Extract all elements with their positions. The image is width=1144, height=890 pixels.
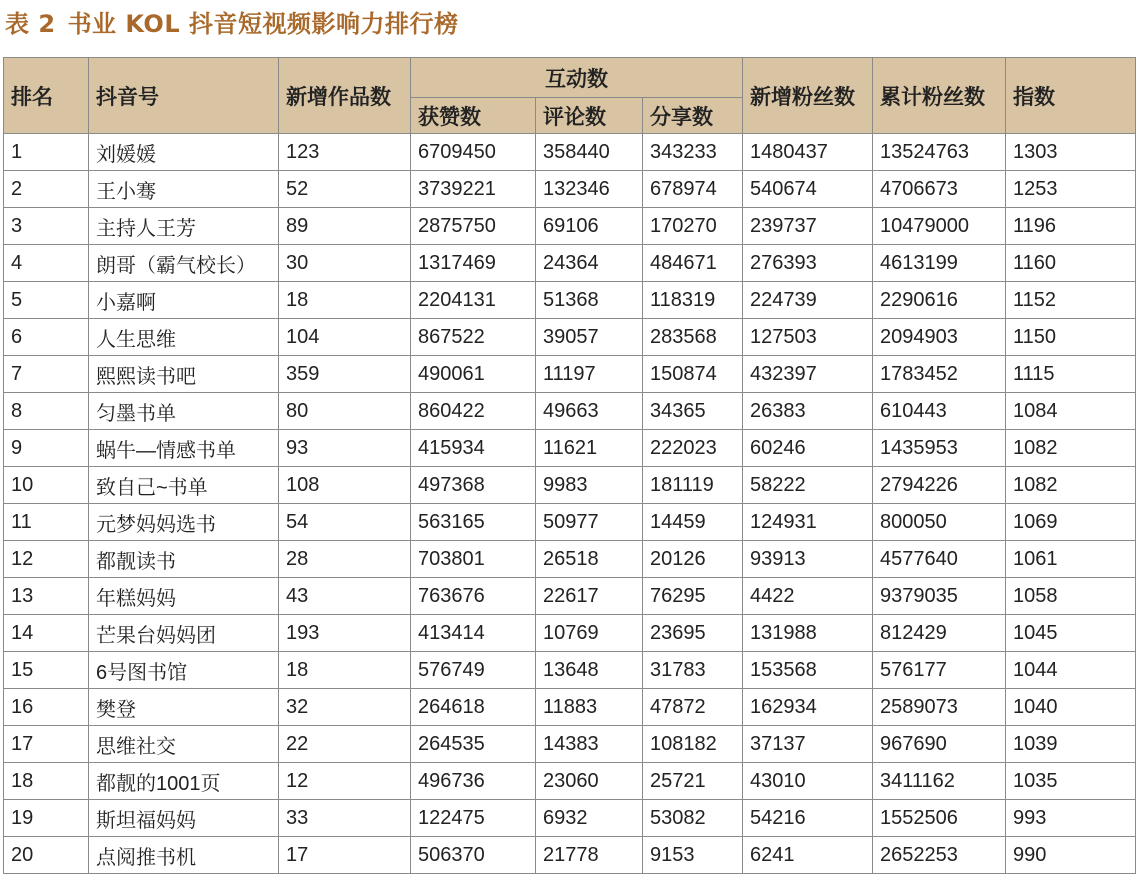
cell-rank: 8: [4, 393, 89, 430]
cell-new-fans: 26383: [743, 393, 873, 430]
cell-new-fans: 540674: [743, 171, 873, 208]
cell-index: 1115: [1006, 356, 1136, 393]
cell-shares: 170270: [643, 208, 743, 245]
cell-new-fans: 1480437: [743, 134, 873, 171]
cell-new-fans: 124931: [743, 504, 873, 541]
header-index: 指数: [1006, 58, 1136, 134]
cell-new-works: 43: [279, 578, 411, 615]
cell-shares: 53082: [643, 800, 743, 837]
table-row: [4, 800, 1136, 837]
table-row: [4, 578, 1136, 615]
cell-shares: 118319: [643, 282, 743, 319]
cell-rank: 16: [4, 689, 89, 726]
cell-new-works: 18: [279, 652, 411, 689]
cell-comments: 39057: [536, 319, 643, 356]
cell-rank: 5: [4, 282, 89, 319]
cell-new-works: 22: [279, 726, 411, 763]
cell-new-fans: 127503: [743, 319, 873, 356]
cell-index: 1058: [1006, 578, 1136, 615]
cell-index: 1039: [1006, 726, 1136, 763]
cell-new-fans: 432397: [743, 356, 873, 393]
cell-new-works: 33: [279, 800, 411, 837]
table-row: [4, 134, 1136, 171]
cell-comments: 13648: [536, 652, 643, 689]
cell-new-fans: 276393: [743, 245, 873, 282]
cell-comments: 132346: [536, 171, 643, 208]
cell-account: 6号图书馆: [89, 652, 279, 689]
table-row: [4, 393, 1136, 430]
table-row: [4, 837, 1136, 874]
cell-account: 芒果台妈妈团: [89, 615, 279, 652]
cell-likes: 3739221: [411, 171, 536, 208]
cell-total-fans: 610443: [873, 393, 1006, 430]
cell-likes: 415934: [411, 430, 536, 467]
cell-comments: 69106: [536, 208, 643, 245]
table-row: [4, 467, 1136, 504]
cell-new-fans: 153568: [743, 652, 873, 689]
cell-total-fans: 4706673: [873, 171, 1006, 208]
cell-likes: 6709450: [411, 134, 536, 171]
cell-new-fans: 239737: [743, 208, 873, 245]
cell-comments: 11883: [536, 689, 643, 726]
table-body: [4, 134, 1136, 874]
header-rank: 排名: [4, 58, 89, 134]
cell-total-fans: 4613199: [873, 245, 1006, 282]
cell-rank: 2: [4, 171, 89, 208]
cell-new-works: 123: [279, 134, 411, 171]
table-number: 表 2: [5, 10, 56, 38]
cell-new-works: 12: [279, 763, 411, 800]
cell-new-works: 52: [279, 171, 411, 208]
cell-rank: 9: [4, 430, 89, 467]
cell-new-works: 104: [279, 319, 411, 356]
cell-likes: 563165: [411, 504, 536, 541]
cell-index: 1082: [1006, 430, 1136, 467]
cell-shares: 181119: [643, 467, 743, 504]
cell-shares: 76295: [643, 578, 743, 615]
cell-index: 1040: [1006, 689, 1136, 726]
cell-index: 990: [1006, 837, 1136, 874]
table-row: [4, 615, 1136, 652]
cell-comments: 51368: [536, 282, 643, 319]
cell-index: 993: [1006, 800, 1136, 837]
cell-new-works: 89: [279, 208, 411, 245]
cell-rank: 14: [4, 615, 89, 652]
cell-likes: 1317469: [411, 245, 536, 282]
header-total-fans: 累计粉丝数: [873, 58, 1006, 134]
cell-new-works: 54: [279, 504, 411, 541]
header-shares: 分享数: [643, 98, 743, 134]
cell-likes: 763676: [411, 578, 536, 615]
cell-total-fans: 1552506: [873, 800, 1006, 837]
cell-account: 年糕妈妈: [89, 578, 279, 615]
cell-likes: 506370: [411, 837, 536, 874]
table-row: [4, 504, 1136, 541]
cell-comments: 24364: [536, 245, 643, 282]
cell-new-works: 359: [279, 356, 411, 393]
table-row: [4, 726, 1136, 763]
cell-account: 人生思维: [89, 319, 279, 356]
cell-total-fans: 1783452: [873, 356, 1006, 393]
cell-index: 1150: [1006, 319, 1136, 356]
cell-comments: 9983: [536, 467, 643, 504]
cell-likes: 2875750: [411, 208, 536, 245]
header-likes: 获赞数: [411, 98, 536, 134]
cell-new-fans: 4422: [743, 578, 873, 615]
cell-account: 思维社交: [89, 726, 279, 763]
cell-likes: 490061: [411, 356, 536, 393]
cell-total-fans: 1435953: [873, 430, 1006, 467]
cell-rank: 4: [4, 245, 89, 282]
cell-new-fans: 58222: [743, 467, 873, 504]
cell-comments: 21778: [536, 837, 643, 874]
cell-likes: 496736: [411, 763, 536, 800]
cell-new-fans: 54216: [743, 800, 873, 837]
cell-likes: 2204131: [411, 282, 536, 319]
cell-shares: 150874: [643, 356, 743, 393]
table-row: [4, 763, 1136, 800]
cell-account: 王小骞: [89, 171, 279, 208]
cell-new-works: 17: [279, 837, 411, 874]
cell-account: 刘媛媛: [89, 134, 279, 171]
cell-new-works: 18: [279, 282, 411, 319]
cell-account: 致自己~书单: [89, 467, 279, 504]
cell-comments: 11197: [536, 356, 643, 393]
table-row: [4, 282, 1136, 319]
cell-shares: 14459: [643, 504, 743, 541]
cell-shares: 47872: [643, 689, 743, 726]
cell-new-fans: 37137: [743, 726, 873, 763]
cell-rank: 19: [4, 800, 89, 837]
cell-account: 熙熙读书吧: [89, 356, 279, 393]
cell-index: 1069: [1006, 504, 1136, 541]
cell-shares: 678974: [643, 171, 743, 208]
table-row: [4, 171, 1136, 208]
cell-rank: 10: [4, 467, 89, 504]
cell-index: 1152: [1006, 282, 1136, 319]
cell-rank: 1: [4, 134, 89, 171]
cell-comments: 26518: [536, 541, 643, 578]
cell-comments: 49663: [536, 393, 643, 430]
cell-new-works: 93: [279, 430, 411, 467]
cell-total-fans: 2652253: [873, 837, 1006, 874]
cell-likes: 860422: [411, 393, 536, 430]
cell-account: 蜗牛—情感书单: [89, 430, 279, 467]
cell-index: 1253: [1006, 171, 1136, 208]
header-new-fans: 新增粉丝数: [743, 58, 873, 134]
cell-index: 1035: [1006, 763, 1136, 800]
table-row: [4, 689, 1136, 726]
cell-new-works: 193: [279, 615, 411, 652]
cell-new-works: 80: [279, 393, 411, 430]
cell-index: 1082: [1006, 467, 1136, 504]
cell-new-fans: 93913: [743, 541, 873, 578]
table-caption: 书业 KOL 抖音短视频影响力排行榜: [67, 10, 459, 38]
cell-shares: 23695: [643, 615, 743, 652]
cell-total-fans: 812429: [873, 615, 1006, 652]
cell-rank: 20: [4, 837, 89, 874]
table-row: [4, 430, 1136, 467]
cell-rank: 18: [4, 763, 89, 800]
cell-account: 樊登: [89, 689, 279, 726]
cell-comments: 22617: [536, 578, 643, 615]
cell-index: 1303: [1006, 134, 1136, 171]
table-header: [4, 58, 1136, 134]
cell-total-fans: 2290616: [873, 282, 1006, 319]
cell-likes: 264618: [411, 689, 536, 726]
cell-index: 1160: [1006, 245, 1136, 282]
cell-total-fans: 2794226: [873, 467, 1006, 504]
cell-rank: 7: [4, 356, 89, 393]
cell-new-fans: 224739: [743, 282, 873, 319]
cell-total-fans: 576177: [873, 652, 1006, 689]
cell-account: 都靓读书: [89, 541, 279, 578]
cell-comments: 10769: [536, 615, 643, 652]
cell-new-works: 28: [279, 541, 411, 578]
cell-account: 匀墨书单: [89, 393, 279, 430]
cell-new-works: 108: [279, 467, 411, 504]
cell-shares: 31783: [643, 652, 743, 689]
cell-comments: 23060: [536, 763, 643, 800]
cell-total-fans: 2589073: [873, 689, 1006, 726]
cell-likes: 264535: [411, 726, 536, 763]
cell-total-fans: 4577640: [873, 541, 1006, 578]
cell-shares: 25721: [643, 763, 743, 800]
cell-account: 主持人王芳: [89, 208, 279, 245]
table-row: [4, 245, 1136, 282]
cell-rank: 6: [4, 319, 89, 356]
table-row: [4, 319, 1136, 356]
cell-shares: 108182: [643, 726, 743, 763]
cell-index: 1044: [1006, 652, 1136, 689]
cell-likes: 867522: [411, 319, 536, 356]
cell-rank: 12: [4, 541, 89, 578]
table-title: [5, 7, 459, 41]
cell-comments: 14383: [536, 726, 643, 763]
table-row: [4, 652, 1136, 689]
cell-index: 1061: [1006, 541, 1136, 578]
cell-new-fans: 131988: [743, 615, 873, 652]
header-row: [4, 58, 1136, 98]
cell-new-fans: 43010: [743, 763, 873, 800]
cell-account: 斯坦福妈妈: [89, 800, 279, 837]
cell-index: 1084: [1006, 393, 1136, 430]
cell-likes: 122475: [411, 800, 536, 837]
cell-shares: 484671: [643, 245, 743, 282]
cell-likes: 497368: [411, 467, 536, 504]
cell-likes: 703801: [411, 541, 536, 578]
cell-rank: 11: [4, 504, 89, 541]
cell-rank: 3: [4, 208, 89, 245]
cell-total-fans: 800050: [873, 504, 1006, 541]
cell-rank: 13: [4, 578, 89, 615]
cell-shares: 9153: [643, 837, 743, 874]
header-account: 抖音号: [89, 58, 279, 134]
cell-rank: 15: [4, 652, 89, 689]
header-new-works: 新增作品数: [279, 58, 411, 134]
cell-shares: 343233: [643, 134, 743, 171]
cell-shares: 34365: [643, 393, 743, 430]
cell-index: 1196: [1006, 208, 1136, 245]
cell-new-fans: 6241: [743, 837, 873, 874]
header-comments: 评论数: [536, 98, 643, 134]
cell-likes: 413414: [411, 615, 536, 652]
cell-shares: 222023: [643, 430, 743, 467]
cell-total-fans: 967690: [873, 726, 1006, 763]
cell-comments: 358440: [536, 134, 643, 171]
cell-total-fans: 13524763: [873, 134, 1006, 171]
cell-account: 点阅推书机: [89, 837, 279, 874]
table-row: [4, 356, 1136, 393]
cell-comments: 50977: [536, 504, 643, 541]
cell-shares: 283568: [643, 319, 743, 356]
cell-shares: 20126: [643, 541, 743, 578]
header-interaction: 互动数: [411, 58, 743, 98]
cell-total-fans: 10479000: [873, 208, 1006, 245]
cell-account: 都靓的1001页: [89, 763, 279, 800]
cell-index: 1045: [1006, 615, 1136, 652]
cell-account: 小嘉啊: [89, 282, 279, 319]
cell-comments: 11621: [536, 430, 643, 467]
table-row: [4, 208, 1136, 245]
cell-comments: 6932: [536, 800, 643, 837]
cell-account: 元梦妈妈选书: [89, 504, 279, 541]
cell-rank: 17: [4, 726, 89, 763]
table-row: [4, 541, 1136, 578]
ranking-table: [3, 57, 1136, 874]
cell-new-works: 32: [279, 689, 411, 726]
cell-likes: 576749: [411, 652, 536, 689]
cell-account: 朗哥（霸气校长）: [89, 245, 279, 282]
cell-total-fans: 2094903: [873, 319, 1006, 356]
cell-new-fans: 60246: [743, 430, 873, 467]
cell-total-fans: 9379035: [873, 578, 1006, 615]
cell-new-works: 30: [279, 245, 411, 282]
cell-new-fans: 162934: [743, 689, 873, 726]
cell-total-fans: 3411162: [873, 763, 1006, 800]
